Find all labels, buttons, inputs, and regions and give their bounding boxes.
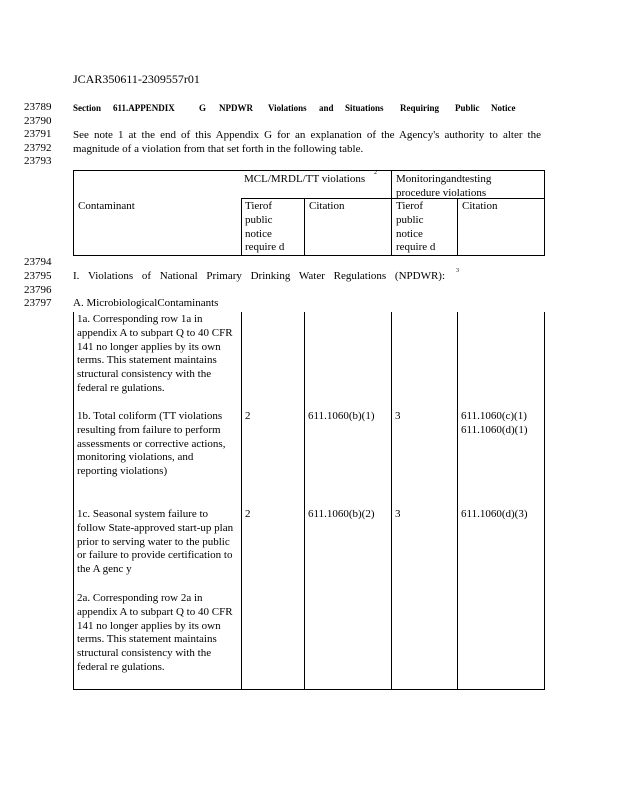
line-number: 23791 bbox=[24, 128, 52, 140]
document-id: JCAR350611-2309557r01 bbox=[73, 72, 200, 86]
section-header-word: and bbox=[319, 103, 334, 113]
section-header-word: Violations bbox=[268, 103, 307, 113]
line-number: 23790 bbox=[24, 115, 52, 127]
section-header-word: Requiring bbox=[400, 103, 440, 113]
citation-cell: 611.1060(b)(2) bbox=[308, 508, 375, 520]
tier-monitoring-cell: 3 bbox=[395, 508, 401, 520]
line-number: 23796 bbox=[24, 284, 52, 296]
line-number: 23793 bbox=[24, 155, 52, 167]
citation-cell: 611.1060(b)(1) bbox=[308, 410, 375, 422]
column-header-tier: Tierof public notice require d bbox=[245, 200, 285, 254]
footnote-marker: 3 bbox=[456, 268, 459, 274]
intro-paragraph: See note 1 at the end of this Appendix G for an explanation of the Agency's authority to alter the magnitude of a violation from that set forth in the following table. bbox=[73, 129, 541, 155]
section-header-word: 611.APPENDIX bbox=[113, 103, 175, 113]
footnote-marker: 2 bbox=[374, 170, 377, 176]
section-header-word: Public bbox=[455, 103, 480, 113]
column-header-tier-monitoring: Tierof public notice require d bbox=[396, 200, 436, 254]
column-header-citation-monitoring: Citation bbox=[462, 200, 498, 212]
subheading: A. MicrobiologicalContaminants bbox=[73, 297, 219, 309]
line-number: 23794 bbox=[24, 256, 52, 268]
contaminant-cell: 1a. Corresponding row 1a in appendix A to subpart Q to 40 CFR 141 no longer applies by its own terms. This statement maintains structural consistency with the federal re gulations. bbox=[77, 313, 233, 394]
tier-cell: 2 bbox=[245, 508, 251, 520]
citation-monitoring-cell: 611.1060(d)(3) bbox=[461, 508, 528, 520]
citation-monitoring-cell: 611.1060(c)(1) 611.1060(d)(1) bbox=[461, 410, 528, 436]
line-number: 23789 bbox=[24, 101, 52, 113]
section-header-word: Notice bbox=[491, 103, 516, 113]
contaminant-cell: 2a. Corresponding row 2a in appendix A to subpart Q to 40 CFR 141 no longer applies by its own terms. This statement maintains structural consistency with the federal re gulations. bbox=[77, 592, 233, 673]
section-header-word: NPDWR bbox=[219, 103, 253, 113]
contaminant-cell: 1b. Total coliform (TT violations resulting from failure to perform assessments or corrective actions, monitoring violations, and reporting violations) bbox=[77, 410, 226, 478]
part-heading: I. Violations of National Primary Drinking Water Regulations (NPDWR): bbox=[73, 270, 446, 282]
tier-cell: 2 bbox=[245, 410, 251, 422]
mcl-violations-header: MCL/MRDL/TT violations bbox=[244, 173, 366, 185]
line-number: 23792 bbox=[24, 142, 52, 154]
line-number: 23795 bbox=[24, 270, 52, 282]
section-header-word: G bbox=[199, 103, 207, 113]
column-header-citation: Citation bbox=[309, 200, 345, 212]
column-header-contaminant: Contaminant bbox=[78, 200, 135, 212]
section-header-word: Section bbox=[73, 103, 101, 113]
contaminant-cell: 1c. Seasonal system failure to follow State-approved start-up plan prior to serving water to the public or failure to provide certification to the A genc y bbox=[77, 508, 234, 576]
tier-monitoring-cell: 3 bbox=[395, 410, 401, 422]
monitoring-violations-header: Monitoringandtesting procedure violations bbox=[396, 173, 492, 199]
line-number: 23797 bbox=[24, 297, 52, 309]
section-header-word: Situations bbox=[345, 103, 384, 113]
